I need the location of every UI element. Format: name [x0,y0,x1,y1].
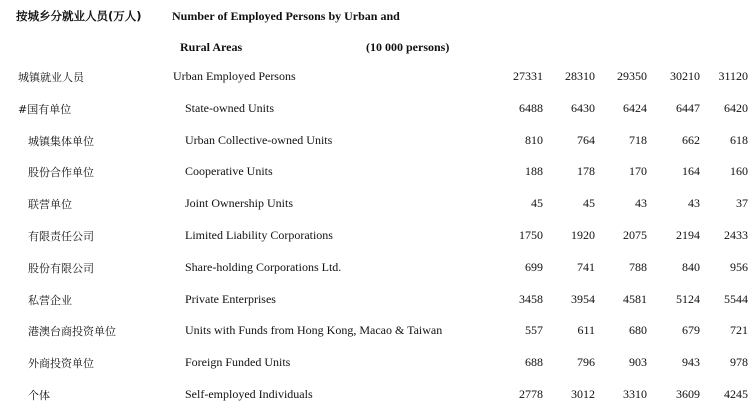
cell-value: 699 [525,259,543,274]
row-label-chinese: #国有单位 [18,102,72,116]
cell-value: 3954 [571,291,595,306]
cell-value: 5124 [676,291,700,306]
row-label-english: Self-employed Individuals [185,387,313,401]
cell-value: 3310 [623,387,647,401]
cell-value: 4581 [623,291,647,306]
cell-value: 1920 [571,228,595,242]
row-label-english: Foreign Funded Units [185,355,291,370]
cell-value: 160 [730,164,748,179]
cell-value: 956 [730,259,748,274]
cell-value: 680 [629,323,647,338]
cell-value: 6447 [676,100,700,115]
cell-value: 170 [629,164,647,179]
row-label-chinese: 私营企业 [28,293,72,307]
cell-value: 618 [730,132,748,147]
row-label-chinese: 股份合作单位 [28,166,94,180]
cell-value: 840 [682,259,700,274]
table-title-english-line2: Rural Areas [180,40,243,54]
cell-value: 810 [525,132,543,147]
cell-value: 718 [629,132,647,147]
cell-value: 662 [682,132,700,147]
table-row [0,260,756,278]
cell-value: 2433 [724,228,748,242]
row-label-chinese: 有限责任公司 [28,230,94,243]
row-label-english: Urban Employed Persons [173,69,296,83]
cell-value: 6424 [623,100,647,115]
cell-value: 2778 [519,387,543,401]
row-label-english: Joint Ownership Units [185,196,293,211]
table-row [0,69,756,87]
cell-value: 28310 [565,69,595,83]
row-label-english: Share-holding Corporations Ltd. [185,259,342,274]
cell-value: 3012 [571,387,595,401]
row-label-english: Units with Funds from Hong Kong, Macao & Taiwan [185,323,443,338]
table-row [0,323,756,341]
row-label-chinese: 城镇就业人员 [18,71,84,84]
cell-value: 164 [682,164,700,179]
row-label-chinese: 外商投资单位 [28,357,94,371]
table-row [0,292,756,310]
row-label-english: Private Enterprises [185,291,276,306]
cell-value: 37 [736,196,748,211]
cell-value: 764 [577,132,595,147]
table-row [0,355,756,373]
cell-value: 6488 [519,100,543,115]
cell-value: 611 [577,323,595,338]
cell-value: 2075 [623,228,647,242]
cell-value: 1750 [519,228,543,242]
cell-value: 6430 [571,100,595,115]
cell-value: 2194 [676,228,700,242]
cell-value: 178 [577,164,595,179]
cell-value: 43 [688,196,700,211]
cell-value: 796 [577,355,595,370]
table-unit: (10 000 persons) [366,40,450,54]
cell-value: 4245 [724,387,748,401]
table-title-english-line1: Number of Employed Persons by Urban and [172,9,400,23]
cell-value: 188 [525,164,543,179]
table-row [0,101,756,119]
cell-value: 3609 [676,387,700,401]
row-label-english: Cooperative Units [185,164,273,179]
cell-value: 679 [682,323,700,338]
cell-value: 45 [531,196,543,211]
row-label-chinese: 城镇集体单位 [28,134,94,148]
row-label-chinese: 联营单位 [28,198,72,212]
cell-value: 557 [525,323,543,338]
cell-value: 943 [682,355,700,370]
cell-value: 30210 [670,69,700,83]
cell-value: 27331 [513,69,543,83]
table-row [0,164,756,182]
cell-value: 31120 [718,69,748,83]
row-label-english: Urban Collective-owned Units [185,132,333,147]
row-label-chinese: 个体 [28,389,50,402]
cell-value: 5544 [724,291,748,306]
row-label-chinese: 港澳台商投资单位 [28,325,116,339]
table-row [0,387,756,405]
cell-value: 978 [730,355,748,370]
table-title-chinese: 按城乡分就业人员(万人) [16,9,142,23]
cell-value: 903 [629,355,647,370]
cell-value: 788 [629,259,647,274]
cell-value: 721 [730,323,748,338]
cell-value: 741 [577,259,595,274]
table-row [0,196,756,214]
cell-value: 45 [583,196,595,211]
cell-value: 6420 [724,100,748,115]
row-label-english: State-owned Units [185,100,274,115]
table-row [0,228,756,246]
cell-value: 688 [525,355,543,370]
row-label-english: Limited Liability Corporations [185,228,333,242]
cell-value: 29350 [617,69,647,83]
row-label-chinese: 股份有限公司 [28,261,94,275]
cell-value: 43 [635,196,647,211]
table-row [0,133,756,151]
cell-value: 3458 [519,291,543,306]
